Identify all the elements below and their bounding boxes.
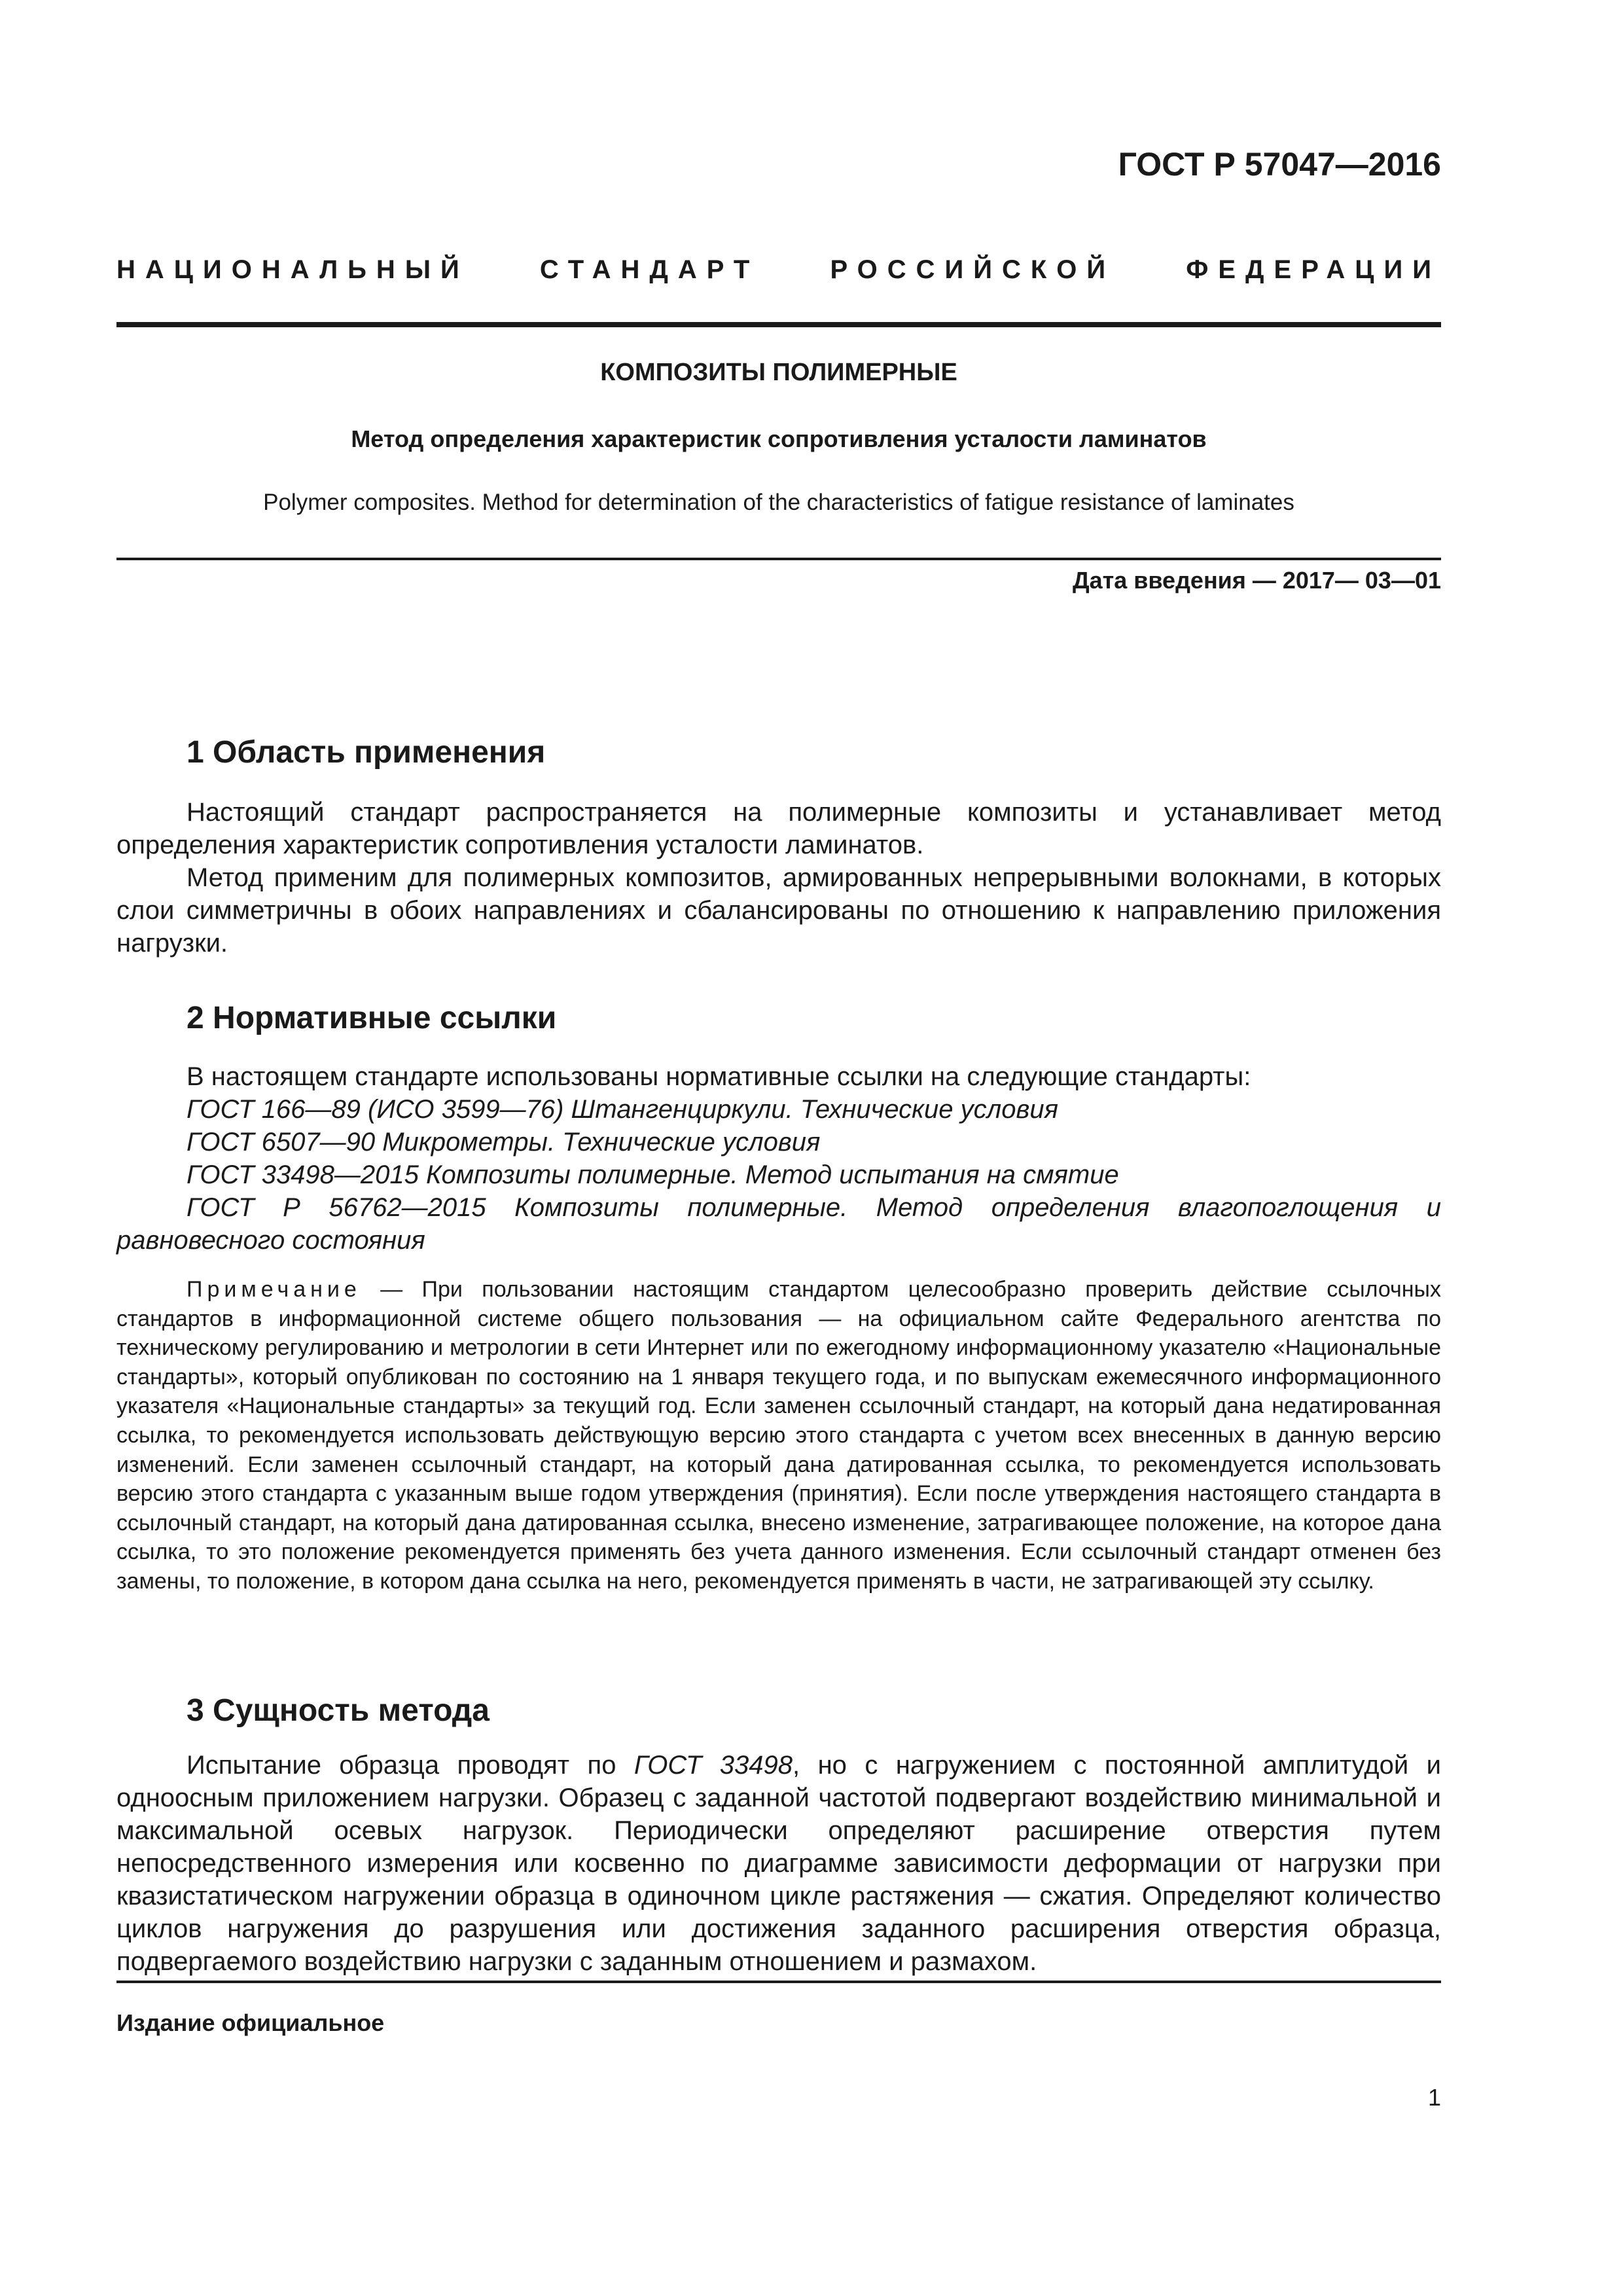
note-label: Примечание <box>187 1277 361 1302</box>
reference-item: ГОСТ 166—89 (ИСО 3599—76) Штангенциркули. Технические условия <box>187 1095 1058 1124</box>
section-heading-method: 3 Сущность метода <box>187 1693 490 1728</box>
section-heading-scope: 1 Область применения <box>187 735 546 770</box>
reference-inline: ГОСТ 33498 <box>633 1751 793 1780</box>
section-body-references <box>116 1060 1441 1257</box>
paragraph: Метод применим для полимерных композитов, армированных непрерывными волокнами, в которых слои симметричны в обоих направлениях и сбалансированы по отношению к направлению приложения нагрузки. <box>116 863 1441 958</box>
references-note <box>116 1275 1441 1596</box>
reference-item: ГОСТ 33498—2015 Композиты полимерные. Метод испытания на смятие <box>187 1160 1119 1189</box>
text-run: Испытание образца проводят по <box>187 1751 634 1780</box>
note-text: — При пользовании настоящим стандартом целесообразно проверить действие ссылочных стандартов в информационной системе общего пользования — на официальном сайте Федерального агентства по техническому регулированию и метрологии в сети Интернет или по ежегодному информационному указателю «Национальные стандарты», который опубликован по состоянию на 1 января текущего года, и по выпускам ежемесячного информационного указателя «Национальные стандарты» за текущий год. Если заменен ссылочный стандарт, на который дана недатированная ссылка, то рекомендуется использовать действующую версию этого стандарта с учетом всех внесенных в данную версию изменений. Если заменен ссылочный стандарт, на который дана датированная ссылка, то рекомендуется использовать версию этого стандарта с указанным выше годом утверждения (принятия). Если после утверждения настоящего стандарта в ссылочный стандарт, на который дана датированная ссылка, внесено изменение, затрагивающее положение, на которое дана ссылка, то это положение рекомендуется применять без учета данного изменения. Если ссылочный стандарт отменен без замены, то положение, в котором дана ссылка на него, рекомендуется применять в части, не затрагивающей эту ссылку. <box>116 1277 1441 1594</box>
page-number: 1 <box>1427 2084 1441 2111</box>
introduction-date: Дата введения — 2017— 03—01 <box>1072 567 1441 594</box>
header-divider <box>116 322 1441 327</box>
document-subtitle: Метод определения характеристик сопротивления усталости ламинатов <box>351 425 1207 452</box>
paragraph: Настоящий стандарт распространяется на полимерные композиты и устанавливает метод определения характеристик сопротивления усталости ламинатов. <box>116 798 1441 859</box>
title-divider <box>116 558 1441 560</box>
section-body-scope <box>116 796 1441 960</box>
document-code: ГОСТ Р 57047—2016 <box>1118 146 1441 183</box>
english-title: Polymer composites. Method for determination of the characteristics of fatigue resistance of laminates <box>263 490 1294 515</box>
document-title: КОМПОЗИТЫ ПОЛИМЕРНЫЕ <box>600 359 957 386</box>
text-run: , но с нагружением с постоянной амплитудой и одноосным приложением нагрузки. Образец с заданной частотой подвергают воздействию минимальной и максимальной осевых нагрузок. Периодически определяют расширение отверстия путем непосредственного измерения или косвенно по диаграмме зависимости деформации от нагрузки при квазистатическом нагружении образца в одиночном цикле растяжения — сжатия. Определяют количество циклов нагружения до разрушения или достижения заданного расширения отверстия образца, подвергаемого воздействию нагрузки с заданным отношением и размахом. <box>116 1751 1441 1976</box>
section-body-method <box>116 1749 1441 1978</box>
paragraph: В настоящем стандарте использованы нормативные ссылки на следующие стандарты: <box>187 1062 1251 1091</box>
section-heading-references: 2 Нормативные ссылки <box>187 1001 557 1035</box>
footer-divider <box>116 1981 1441 1983</box>
national-standard-title: НАЦИОНАЛЬНЫЙ СТАНДАРТ РОССИЙСКОЙ ФЕДЕРАЦИИ <box>116 255 1441 284</box>
reference-item: ГОСТ 6507—90 Микрометры. Технические условия <box>187 1128 821 1157</box>
paragraph <box>116 1749 1441 1978</box>
reference-item: ГОСТ Р 56762—2015 Композиты полимерные. Метод определения влагопоглощения и равновесного состояния <box>116 1193 1441 1255</box>
edition-label: Издание официальное <box>116 2009 385 2036</box>
